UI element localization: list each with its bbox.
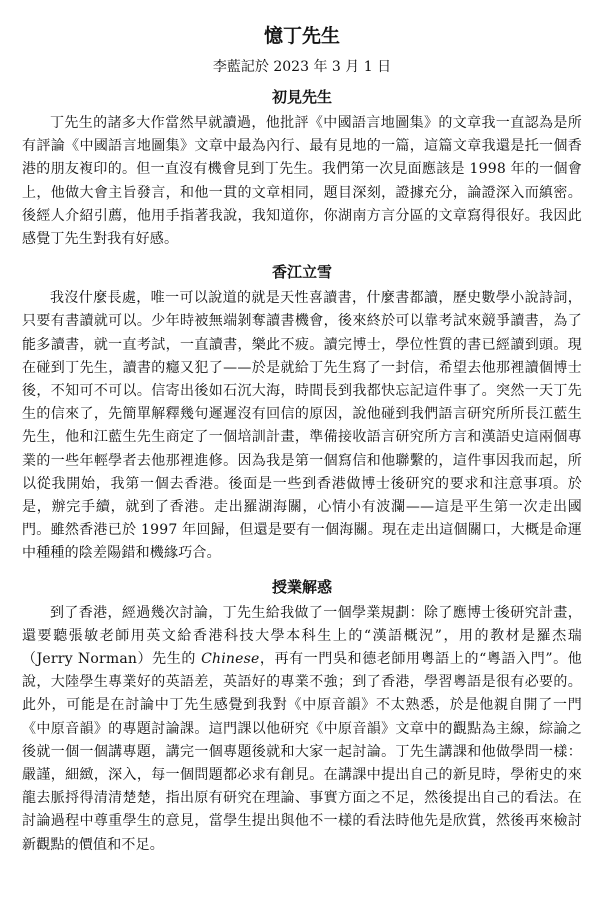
paragraph: [22, 602, 582, 857]
paragraph-segment: 到了香港，經過幾次討論，丁先生給我做了一個學業規劃：除了應博士後研究計畫，還要聽張敏老師用英文給香港科技大學本科生上的“漢語概況”，用的教材是羅杰瑞（Jerry Norman）先生的: [22, 604, 582, 668]
section-teaching: [22, 576, 582, 857]
document-byline: 李藍記於 2023 年 3 月 1 日: [212, 59, 392, 75]
section-heading: 授業解惑: [271, 577, 332, 596]
section-heading: 香江立雪: [271, 263, 332, 282]
paragraph: 我沒什麼長處，唯一可以說道的就是天性喜讀書，什麼書都讀，歷史數學小說詩詞，只要有書讀就可以。少年時被無端剝奪讀書機會，後來終於可以靠考試來競爭讀書，為了能多讀書，就一直考試，一直讀書，樂此不疲。讀完博士，學位性質的書已經讀到頭。現在碰到丁先生，讀書的癮又犯了——於是就給丁先生寫了一封信，希望去他那裡讀個博士後，不知可不可以。信寄出後如石沉大海，時間長到我都快忘記這件事了。突然一天丁先生的信來了，先簡單解釋幾句遲遲沒有回信的原因，說他碰到我們語言研究所所長江藍生先生，他和江藍生先生商定了一個培訓計畫，準備接收語言研究所方言和漢語史這兩個專業的一些年輕學者去他那裡進修。因為我是第一個寫信和他聯繫的，這件事因我而起，所以從我開始，我第一個去香港。後面是一些到香港做博士後研究的要求和注意事項。於是，辦完手續，就到了香港。走出羅湖海關，心情小有波瀾——這是平生第一次走出國門。雖然香港已於 1997 年回歸，但還是要有一個海關。現在走出這個關口，大概是命運中種種的陰差陽錯和機緣巧合。: [22, 290, 582, 562]
book-title-italic: Chinese: [201, 651, 260, 668]
document-title: 憶丁先生: [263, 25, 340, 47]
section-hong-kong: [22, 261, 582, 565]
section-first-meeting: [22, 86, 582, 251]
section-heading: 初見先生: [271, 88, 332, 106]
paragraph: 丁先生的諸多大作當然早就讀過，他批評《中國語言地圖集》的文章我一直認為是所有評論《中國語言地圖集》文章中最為內行、最有見地的一篇，這篇文章我還是托一個香港的朋友複印的。但一直沒有機會見到丁先生。我們第一次見面應該是 1998 年的一個會上，他做大會主旨發言，和他一貫的文章相同，題目深刻，證據充分，論證深入而縝密。後經人介紹引薦，他用手指著我說，我知道你，你湖南方言分區的文章寫得很好。我因此感覺丁先生對我有好感。: [22, 115, 582, 248]
paragraph-segment: ，再有一門吳和德老師用粵語上的“粵語入門”。他說，大陸學生專業好的英語差，英語好的專業不強；到了香港，學習粵語是很有必要的。此外，可能是在討論中丁先生感覺到我對《中原音韻》不太熟悉，於是他親自開了一門《中原音韻》的專題討論課。這門課以他研究《中原音韻》文章中的觀點為主線，綜論之後就一個一個講專題，講完一個專題後就和大家一起討論。丁先生講課和他做學問一樣：嚴謹，細緻，深入，每一個問題都必求有創見。在講課中提出自己的新見時，學術史的來龍去脈捋得清清楚楚，指出原有研究在理論、事實方面之不足，然後提出自己的看法。在討論過程中尊重學生的意見，當學生提出與他不一樣的看法時他先是欣賞，然後再來檢討新觀點的價值和不足。: [22, 651, 582, 853]
